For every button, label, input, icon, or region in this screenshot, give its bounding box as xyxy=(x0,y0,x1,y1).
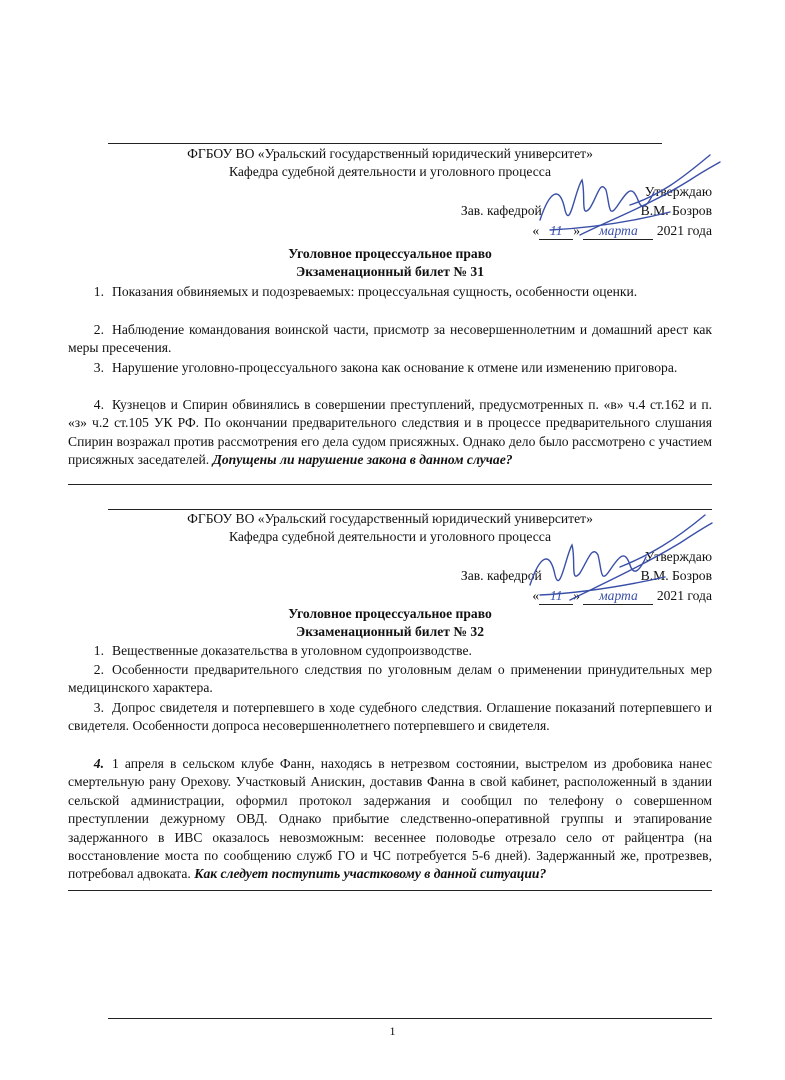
question-1: 1. Вещественные доказательства в уголовном судопроизводстве. xyxy=(93,643,472,658)
date-day: 11 xyxy=(539,223,573,240)
approve-label: Утверждаю xyxy=(644,549,712,564)
question-2: 2. Наблюдение командования воинской части, присмотр за несовершеннолетним и домашний арест как меры пресечения. xyxy=(68,322,712,356)
approve-label: Утверждаю xyxy=(644,184,712,199)
question-1: 1. Показания обвиняемых и подозреваемых: процессуальная сущность, особенности оценки. xyxy=(93,284,638,299)
ticket-bottom-rule xyxy=(68,890,712,891)
head-label: Зав. кафедрой xyxy=(460,568,542,583)
date-day: 11 xyxy=(539,588,573,605)
signature-2 xyxy=(500,505,720,615)
head-label: Зав. кафедрой xyxy=(460,203,542,218)
university-name: ФГБОУ ВО «Уральский государственный юридический университет» xyxy=(187,511,593,526)
date-year: 2021 года xyxy=(656,223,712,238)
signature-1 xyxy=(520,150,730,250)
date-line: « 11 » марта 2021 года xyxy=(532,223,712,238)
question-4: 4. 1 апреля в сельском клубе Фанн, находясь в нетрезвом состоянии, выстрелом из дробовика нанес смертельную рану Орехову. Участковый Анискин, доставив Фанна в свой кабинет, расположенный в здании сельской администрации, оформил протокол задержания и сообщил по телефону о совершенном преступлении дежурному ОВД. Однако прибытие следственно-оперативной группы и этапирование задержанного в ИВС оказалось невозможным: весеннее половодье отрезало село от райцентра (на восстановление моста по сообщению служб ГО и ЧС потребуется 5-6 дней). Задержанный же, протрезвев, потребовал адвоката. Как следует поступить участковому в данной ситуации? xyxy=(68,756,712,882)
department-name: Кафедра судебной деятельности и уголовного процесса xyxy=(229,164,551,179)
date-month: марта xyxy=(583,223,653,240)
university-name: ФГБОУ ВО «Уральский государственный юридический университет» xyxy=(187,146,593,161)
date-month: марта xyxy=(583,588,653,605)
ticket-bottom-rule xyxy=(68,484,712,485)
head-name: В.М. Бозров xyxy=(640,203,712,218)
question-4: 4. Кузнецов и Спирин обвинялись в совершении преступлений, предусмотренных п. «в» ч.4 ст.162 и п. «з» ч.2 ст.105 УК РФ. По окончании предварительного следствия и в процессе предварительного слушания Спирин возражал против рассмотрения его дела судом присяжных. Однако дело было рассмотрено с участием присяжных заседателей. Допущены ли нарушение закона в данном случае? xyxy=(68,397,712,468)
page-number: 1 xyxy=(389,1024,396,1038)
date-line: « 11 » марта 2021 года xyxy=(532,588,712,603)
ticket-top-rule xyxy=(108,143,662,144)
head-name: В.М. Бозров xyxy=(640,568,712,583)
date-year: 2021 года xyxy=(656,588,712,603)
case-question: Допущены ли нарушение закона в данном случае? xyxy=(212,452,513,468)
ticket-title: Экзаменационный билет № 32 xyxy=(295,624,485,639)
ticket-title: Экзаменационный билет № 31 xyxy=(295,264,485,279)
case-question: Как следует поступить участковому в данной ситуации? xyxy=(194,866,547,882)
subject-title: Уголовное процессуальное право xyxy=(288,246,492,261)
subject-title: Уголовное процессуальное право xyxy=(288,606,492,621)
question-3: 3. Допрос свидетеля и потерпевшего в ходе судебного следствия. Оглашение показаний потерпевшего и свидетеля. Особенности допроса несовершеннолетнего потерпевшего и свидетеля. xyxy=(68,700,712,734)
footer-rule xyxy=(108,1018,712,1019)
question-3: 3. Нарушение уголовно-процессуального закона как основание к отмене или изменению приговора. xyxy=(93,360,678,375)
department-name: Кафедра судебной деятельности и уголовного процесса xyxy=(229,529,551,544)
question-2: 2. Особенности предварительного следствия по уголовным делам о применении принудительных мер медицинского характера. xyxy=(68,662,712,696)
